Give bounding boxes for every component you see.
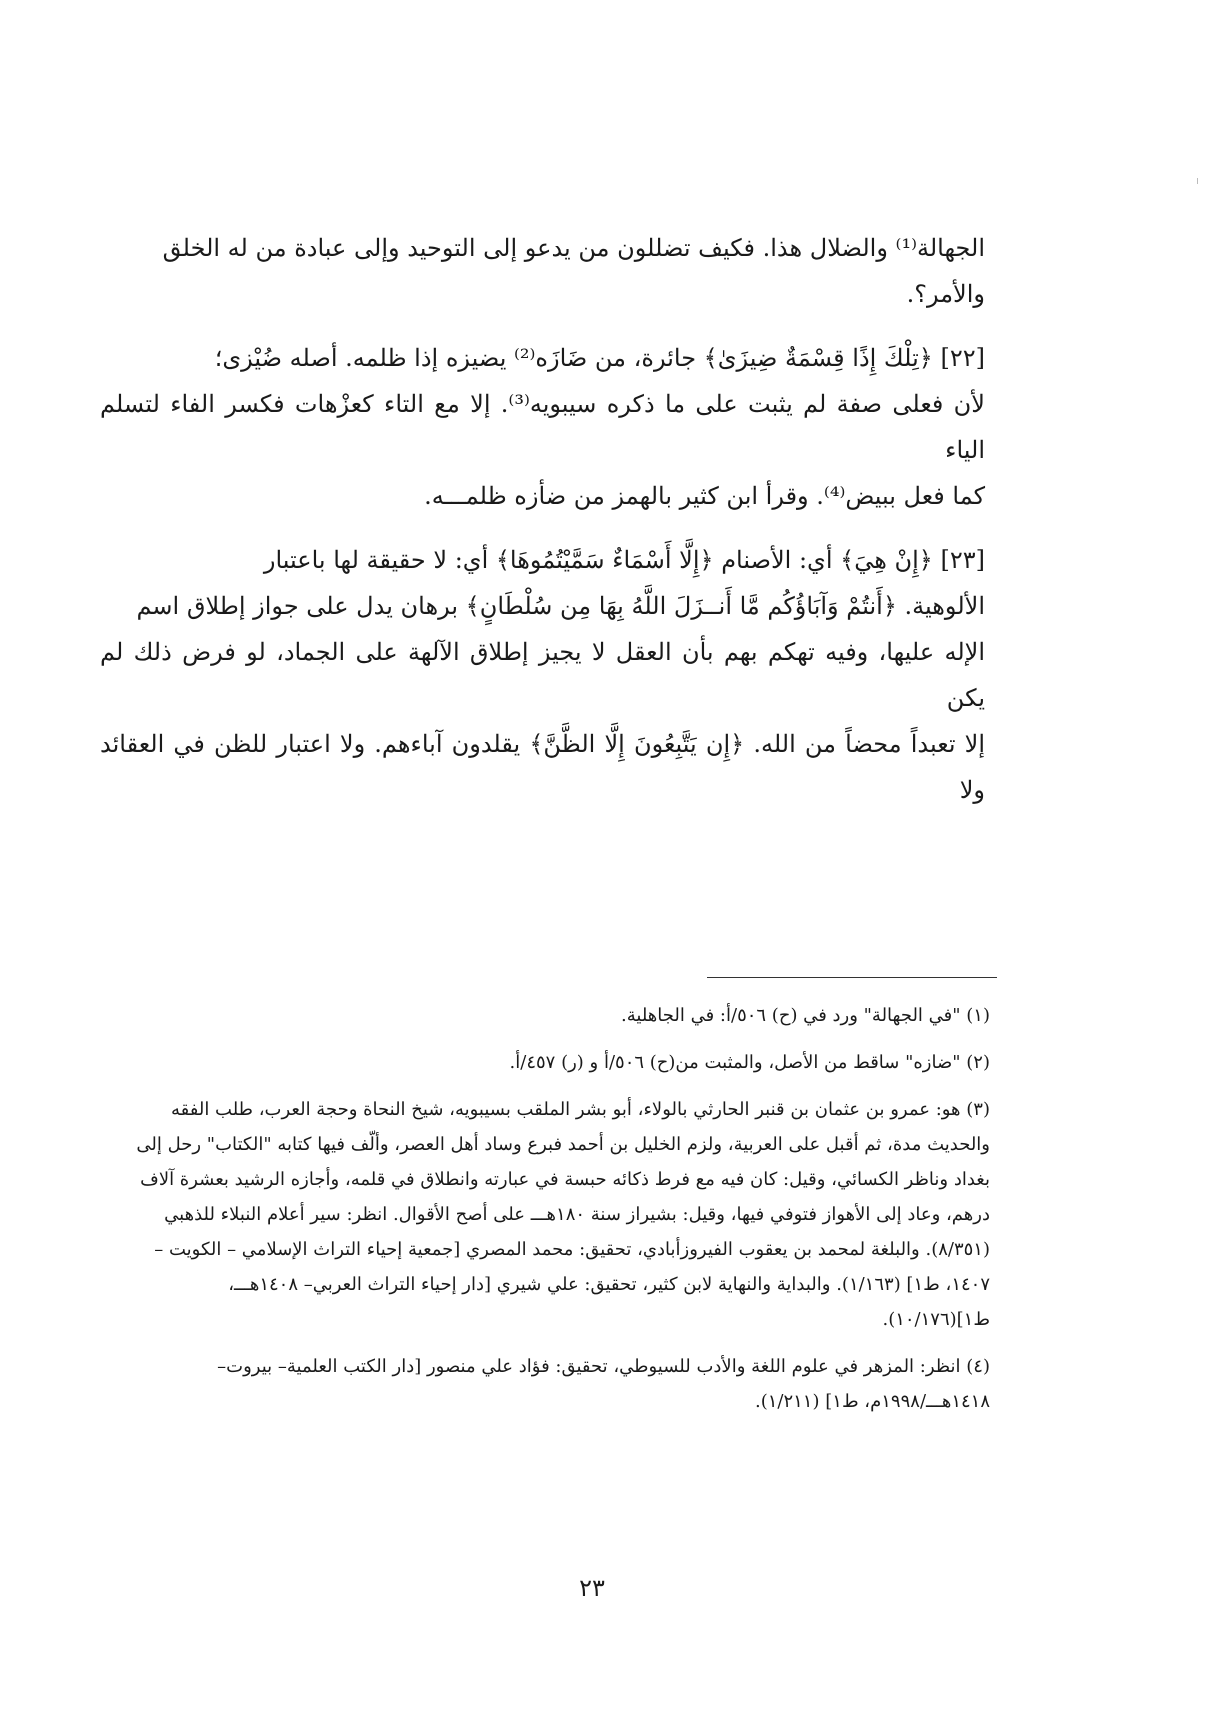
main-text-body	[100, 225, 985, 831]
paragraph-3	[100, 537, 985, 813]
text-line: إلا تعبداً محضاً من الله. ﴿إِن يَتَّبِعُونَ إِلَّا الظَّنَّ﴾ يقلدون آباءهم. ولا اعتبار للظن في العقائد ولا	[100, 730, 985, 804]
text-line: [٢٣] ﴿إِنْ هِيَ﴾ أي: الأصنام ﴿إِلَّا أَسْمَاءٌ سَمَّيْتُمُوهَا﴾ أي: لا حقيقة لها باعتبار	[263, 546, 985, 574]
text-line: [٢٢] ﴿تِلْكَ إِذًا قِسْمَةٌ ضِيزَىٰ﴾ جائرة، من ضَازَه⁽²⁾ يضيزه إذا ظلمه. أصله ضُيْزى؛	[214, 344, 985, 372]
footnotes-section	[110, 998, 990, 1431]
footnote-4	[110, 1349, 990, 1419]
footnote-2	[110, 1045, 990, 1080]
scan-edge-mark	[1197, 178, 1198, 184]
text-line: الألوهية. ﴿أَنتُمْ وَآبَاؤُكُم مَّا أَنــزَلَ اللَّهُ بِهَا مِن سُلْطَانٍ﴾ برهان يدل على جواز إطلاق اسم	[136, 592, 985, 620]
paragraph-2	[100, 335, 985, 519]
text-line: الجهالة⁽¹⁾ والضلال هذا. فكيف تضللون من يدعو إلى التوحيد وإلى عبادة من له الخلق	[162, 234, 985, 262]
page-number: ٢٣	[579, 1574, 605, 1602]
footnote-line: ط١](١٠/١٧٦).	[882, 1309, 990, 1330]
text-line: والأمر؟.	[906, 280, 985, 308]
paragraph-1	[100, 225, 985, 317]
footnote-3	[110, 1092, 990, 1337]
footnote-line: (٨/٣٥١). والبلغة لمحمد بن يعقوب الفيروزأبادي، تحقيق: محمد المصري [جمعية إحياء التراث الإسلامي – الكويت –	[154, 1239, 990, 1260]
footnote-line: (٤) انظر: المزهر في علوم اللغة والأدب للسيوطي، تحقيق: فؤاد علي منصور [دار الكتب العلمية– بيروت–	[217, 1356, 990, 1377]
footnote-line: (١) "في الجهالة" ورد في (ح) ٥٠٦/أ: في الجاهلية.	[621, 1005, 990, 1026]
footnote-separator	[707, 977, 997, 978]
text-line: الإله عليها، وفيه تهكم بهم بأن العقل لا يجيز إطلاق الآلهة على الجماد، لو فرض ذلك لم يكن	[100, 638, 985, 712]
text-line: لأن فعلى صفة لم يثبت على ما ذكره سيبويه⁽³⁾. إلا مع التاء كعزْهات فكسر الفاء لتسلم الياء	[100, 390, 985, 464]
footnote-line: والحديث مدة، ثم أقبل على العربية، ولزم الخليل بن أحمد فبرع وساد أهل العصر، وألّف فيها كتابه "الكتاب" رحل إلى	[136, 1134, 990, 1155]
footnote-line: ١٤١٨هـــ/١٩٩٨م، ط١] (١/٢١١).	[754, 1391, 990, 1412]
footnote-line: (٢) "ضازه" ساقط من الأصل، والمثبت من(ح) ٥٠٦/أ و (ر) ٤٥٧/أ.	[509, 1052, 990, 1073]
footnote-line: درهم، وعاد إلى الأهواز فتوفي فيها، وقيل: بشيراز سنة ١٨٠هـــ على أصح الأقوال. انظر: سير أعلام النبلاء للذهبي	[164, 1204, 990, 1225]
footnote-1	[110, 998, 990, 1033]
footnote-line: بغداد وناظر الكسائي، وقيل: كان فيه مع فرط ذكائه حبسة في عبارته وانطلاق في قلمه، وأجازه الرشيد بعشرة آلاف	[140, 1169, 990, 1190]
footnote-line: (٣) هو: عمرو بن عثمان بن قنبر الحارثي بالولاء، أبو بشر الملقب بسيبويه، شيخ النحاة وحجة العرب، طلب الفقه	[170, 1099, 990, 1120]
footnote-line: ١٤٠٧، ط١] (١/١٦٣). والبداية والنهاية لابن كثير، تحقيق: علي شيري [دار إحياء التراث العربي– ١٤٠٨هـــ،	[228, 1274, 990, 1295]
text-line: كما فعل ببيض⁽⁴⁾. وقرأ ابن كثير بالهمز من ضأزه ظلمـــه.	[424, 482, 985, 510]
